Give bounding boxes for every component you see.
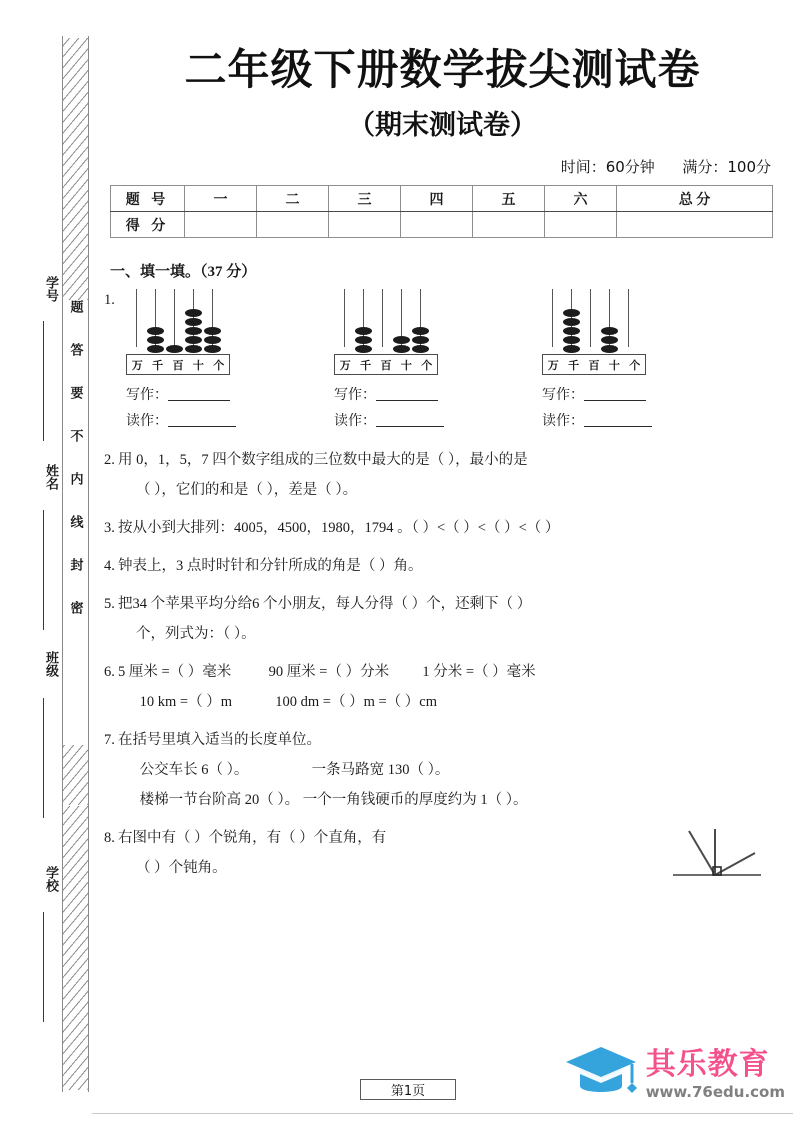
- seal-hatch-top: [63, 38, 88, 300]
- score-col-1: 一: [185, 186, 257, 212]
- question-6: [104, 657, 771, 717]
- student-field-id: 学号: [44, 276, 59, 302]
- write-blank-3[interactable]: [584, 400, 646, 401]
- abacus-1-labels: [126, 354, 230, 375]
- exam-meta: [92, 156, 793, 177]
- question-5-number: 5.: [104, 596, 115, 613]
- abacus-3-label-3: 十: [608, 359, 620, 372]
- score-cell-6[interactable]: [545, 212, 617, 238]
- q7-item-4: 一个一角钱硬币的厚度约为 1（ ）。: [302, 792, 528, 809]
- score-col-4: 四: [401, 186, 473, 212]
- abacus-1-label-0: 万: [131, 359, 143, 372]
- abacus-1-label-4: 个: [213, 359, 225, 372]
- score-table: [110, 185, 773, 238]
- abacus-3-label-0: 万: [547, 359, 559, 372]
- q6-conv-3: 1 分米 =（ ）毫米: [422, 664, 536, 681]
- abacus-3: [542, 285, 646, 375]
- question-1-number: 1.: [104, 292, 115, 309]
- abacus-group: [126, 285, 793, 377]
- abacus-1-label-3: 十: [192, 359, 204, 372]
- abacus-3-label-2: 百: [588, 359, 600, 372]
- abacus-2-label-1: 千: [360, 359, 372, 372]
- student-line-name: [43, 510, 44, 630]
- page-title: 二年级下册数学拔尖测试卷: [184, 45, 701, 94]
- abacus-2-label-4: 个: [421, 359, 433, 372]
- question-7-line-2: [118, 785, 771, 815]
- q7-item-2: 一条马路宽 130（ ）。: [311, 762, 450, 779]
- logo-name: 其乐教育: [645, 1046, 770, 1082]
- score-row-label-points: 得 分: [111, 212, 185, 238]
- question-2: [104, 445, 771, 505]
- student-field-school: 学校: [44, 866, 59, 892]
- q6-conv-5: 100 dm =（ ）m =（ ）cm: [275, 694, 438, 711]
- write-read-col-1: [126, 383, 230, 435]
- abacus-3-labels: [542, 354, 646, 375]
- student-line-school: [43, 912, 44, 1022]
- student-field-class: 班级: [44, 651, 59, 677]
- seal-char-5: 线: [68, 515, 84, 528]
- question-3-line-1: 按从小到大排列：4005，4500，1980，1794 。（ ）<（ ）<（ ）<（ ）: [118, 520, 560, 537]
- score-cell-total[interactable]: [617, 212, 773, 238]
- section-heading-1: 一、填一填。（37 分）: [110, 264, 257, 281]
- score-row-label-number: 题 号: [111, 186, 185, 212]
- question-7: [104, 725, 771, 815]
- angle-figure: [669, 823, 765, 885]
- seal-rule-right: [88, 36, 89, 1092]
- score-table-value-row: [111, 212, 773, 238]
- seal-char-4: 内: [68, 472, 84, 485]
- page-number: 第1页: [360, 1079, 456, 1100]
- score-cell-3[interactable]: [329, 212, 401, 238]
- abacus-2-labels: [334, 354, 438, 375]
- question-6-number: 6.: [104, 664, 115, 681]
- read-label-1: 读作：: [126, 414, 168, 430]
- question-2-line-2: [118, 475, 771, 505]
- logo-url: www.76edu.com: [645, 1082, 785, 1101]
- write-blank-1[interactable]: [168, 400, 230, 401]
- seal-hatch-bottom: [63, 806, 88, 1090]
- q6-conv-1: 5 厘米 =（ ）毫米: [118, 664, 232, 681]
- abacus-3-label-1: 千: [568, 359, 580, 372]
- student-field-name: 姓名: [44, 464, 59, 490]
- site-logo: [564, 1043, 785, 1106]
- student-info-column: [30, 36, 58, 1092]
- question-7-number: 7.: [104, 732, 115, 749]
- question-8-number: 8.: [104, 830, 115, 847]
- read-blank-3[interactable]: [584, 426, 652, 427]
- score-col-6: 六: [545, 186, 617, 212]
- question-4: [104, 551, 771, 581]
- score-cell-5[interactable]: [473, 212, 545, 238]
- score-cell-2[interactable]: [257, 212, 329, 238]
- write-read-col-3: [542, 383, 646, 435]
- exam-time-label: 时间：60分钟: [560, 158, 655, 177]
- abacus-2-label-2: 百: [380, 359, 392, 372]
- abacus-1: [126, 285, 230, 375]
- score-table-wrap: [110, 185, 773, 238]
- seal-margin-strip: [0, 0, 92, 1122]
- read-blank-1[interactable]: [168, 426, 236, 427]
- question-6-line-1: [118, 657, 771, 687]
- question-2-line-2-text: （ ），它们的和是（ ），差是（ ）。: [136, 482, 358, 499]
- question-5-line-1: 把34 个苹果平均分给6 个小朋友，每人分得（ ）个，还剩下（ ）: [118, 596, 532, 613]
- question-6-line-2: [118, 687, 771, 717]
- q6-conv-2: 90 厘米 =（ ）分米: [268, 664, 390, 681]
- seal-char-3: 不: [68, 429, 84, 442]
- write-read-group: [126, 383, 793, 435]
- abacus-2: [334, 285, 438, 375]
- q7-item-3: 楼梯一节台阶高 20（ ）。: [139, 792, 300, 809]
- logo-text-block: [645, 1046, 785, 1101]
- question-5: [104, 589, 771, 649]
- abacus-2-label-0: 万: [339, 359, 351, 372]
- student-line-id: [43, 321, 44, 441]
- read-blank-2[interactable]: [376, 426, 444, 427]
- question-4-number: 4.: [104, 558, 115, 575]
- question-3: [104, 513, 771, 543]
- question-7-line-1: [118, 755, 771, 785]
- seal-char-2: 要: [68, 386, 84, 399]
- question-3-number: 3.: [104, 520, 115, 537]
- question-8-line-2-text: （ ）个钝角。: [136, 860, 227, 877]
- q6-conv-4: 10 km =（ ）m: [139, 694, 232, 711]
- write-blank-2[interactable]: [376, 400, 438, 401]
- write-label-1: 写作：: [126, 388, 168, 404]
- seal-vertical-text: [64, 300, 88, 644]
- question-8-line-1: 右图中有（ ）个锐角，有（ ）个直角，有: [118, 830, 387, 847]
- graduation-cap-icon: [564, 1043, 638, 1106]
- footer-divider: [92, 1113, 793, 1114]
- seal-char-1: 答: [68, 343, 84, 356]
- write-read-col-2: [334, 383, 438, 435]
- question-2-line-1: 用 0，1，5，7 四个数字组成的三位数中最大的是（ ），最小的是: [118, 452, 528, 469]
- question-2-number: 2.: [104, 452, 115, 469]
- seal-char-0: 题: [68, 300, 84, 313]
- seal-char-6: 封: [68, 558, 84, 571]
- score-table-header-row: [111, 186, 773, 212]
- abacus-2-label-3: 十: [400, 359, 412, 372]
- page-subtitle: （期末测试卷）: [348, 110, 537, 142]
- abacus-3-label-4: 个: [629, 359, 641, 372]
- question-7-prompt: 在括号里填入适当的长度单位。: [118, 732, 321, 749]
- score-cell-1[interactable]: [185, 212, 257, 238]
- score-col-total: 总 分: [617, 186, 773, 212]
- abacus-1-label-2: 百: [172, 359, 184, 372]
- exam-total-label: 满分：100分: [682, 158, 771, 177]
- question-5-line-2: [118, 619, 771, 649]
- write-label-2: 写作：: [334, 388, 376, 404]
- abacus-1-label-1: 千: [152, 359, 164, 372]
- question-5-line-2-text: 个，列式为：（ ）。: [136, 626, 256, 643]
- score-cell-4[interactable]: [401, 212, 473, 238]
- score-col-3: 三: [329, 186, 401, 212]
- paper-content: [92, 0, 793, 1122]
- read-label-3: 读作：: [542, 414, 584, 430]
- score-col-2: 二: [257, 186, 329, 212]
- student-line-class: [43, 698, 44, 818]
- seal-hatch-middle: [63, 745, 88, 805]
- question-4-line-1: 钟表上，3 点时时针和分针所成的角是（ ）角。: [118, 558, 423, 575]
- read-label-2: 读作：: [334, 414, 376, 430]
- write-label-3: 写作：: [542, 388, 584, 404]
- q7-item-1: 公交车长 6（ ）。: [139, 762, 249, 779]
- question-8: [104, 823, 771, 883]
- score-col-5: 五: [473, 186, 545, 212]
- seal-char-7: 密: [68, 601, 84, 614]
